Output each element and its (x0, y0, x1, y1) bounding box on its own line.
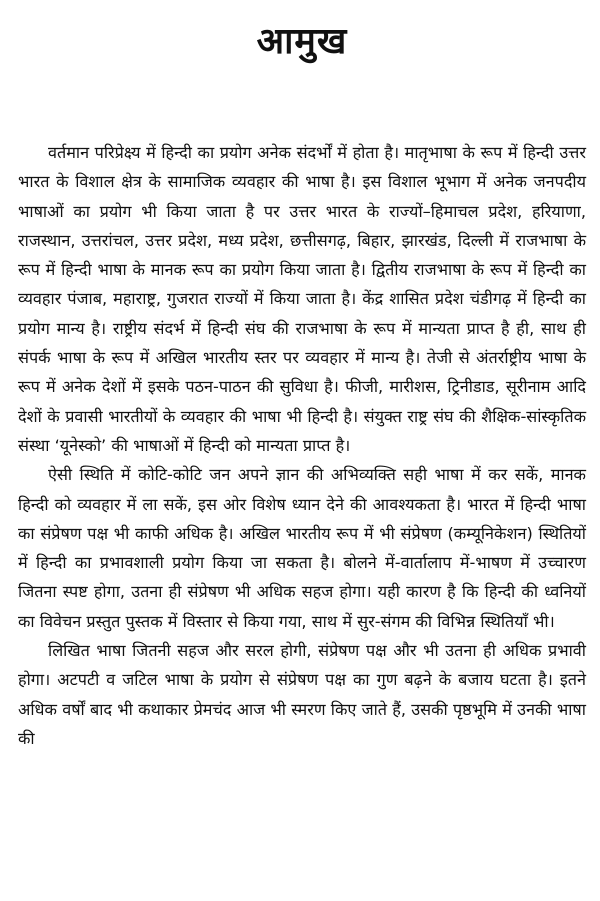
paragraph-2: ऐसी स्थिति में कोटि-कोटि जन अपने ज्ञान की अभिव्यक्ति सही भाषा में कर सकें, मानक हिन्दी को व्यवहार में ला सकें, इस ओर विशेष ध्यान देने की आवश्यकता है। भारत में हिन्दी भाषा का संप्रेषण पक्ष भी काफी अधिक है। अखिल भारतीय रूप में भी संप्रेषण (कम्यूनिकेशन) स्थितियों में हिन्दी का प्रभावशाली प्रयोग किया जा सकता है। बोलने में-वार्तालाप में-भाषण में उच्चारण जितना स्पष्ट होगा, उतना ही संप्रेषण भी अधिक सहज होगा। यही कारण है कि हिन्दी की ध्वनियों का विवेचन प्रस्तुत पुस्तक में विस्तार से किया गया, साथ में सुर-संगम की विभिन्न स्थितियाँ भी। (18, 465, 586, 631)
paragraph-3: लिखित भाषा जितनी सहज और सरल होगी, संप्रेषण पक्ष और भी उतना ही अधिक प्रभावी होगा। अटपटी व जटिल भाषा के प्रयोग से संप्रेषण पक्ष का गुण बढ़ने के बजाय घटता है। इतने अधिक वर्षों बाद भी कथाकार प्रेमचंद आज भी स्मरण किए जाते हैं, उसकी पृष्ठभूमि में उनकी भाषा की (18, 641, 586, 748)
page-title: आमुख (256, 21, 348, 62)
paragraph-1: वर्तमान परिप्रेक्ष्य में हिन्दी का प्रयोग अनेक संदर्भों में होता है। मातृभाषा के रूप में हिन्दी उत्तर भारत के विशाल क्षेत्र के सामाजिक व्यवहार की भाषा है। इस विशाल भूभाग में अनेक जनपदीय भाषाओं का प्रयोग भी किया जाता है पर उत्तर भारत के राज्यों–हिमाचल प्रदेश, हरियाणा, राजस्थान, उत्तरांचल, उत्तर प्रदेश, मध्य प्रदेश, छत्तीसगढ़, बिहार, झारखंड, दिल्ली में राजभाषा के रूप में हिन्दी भाषा के मानक रूप का प्रयोग किया जाता है। द्वितीय राजभाषा के रूप में हिन्दी का व्यवहार पंजाब, महाराष्ट्र, गुजरात राज्यों में किया जाता है। केंद्र शासित प्रदेश चंडीगढ़ में हिन्दी का प्रयोग मान्य है। राष्ट्रीय संदर्भ में हिन्दी संघ की राजभाषा के रूप में मान्यता प्राप्त है ही, साथ ही संपर्क भाषा के रूप में अखिल भारतीय स्तर पर व्यवहार में मान्य है। तेजी से अंतर्राष्ट्रीय भाषा के रूप में अनेक देशों में इसके पठन-पाठन की सुविधा है। फीजी, मारीशस, ट्रिनीडाड, सूरीनाम आदि देशों के प्रवासी भारतीयों के व्यवहार की भाषा भी हिन्दी है। संयुक्त राष्ट्र संघ की शैक्षिक-सांस्कृतिक संस्था ‘यूनेस्को’ की भाषाओं में हिन्दी को मान्यता प्राप्त है। (18, 143, 586, 455)
body-text (18, 138, 586, 753)
